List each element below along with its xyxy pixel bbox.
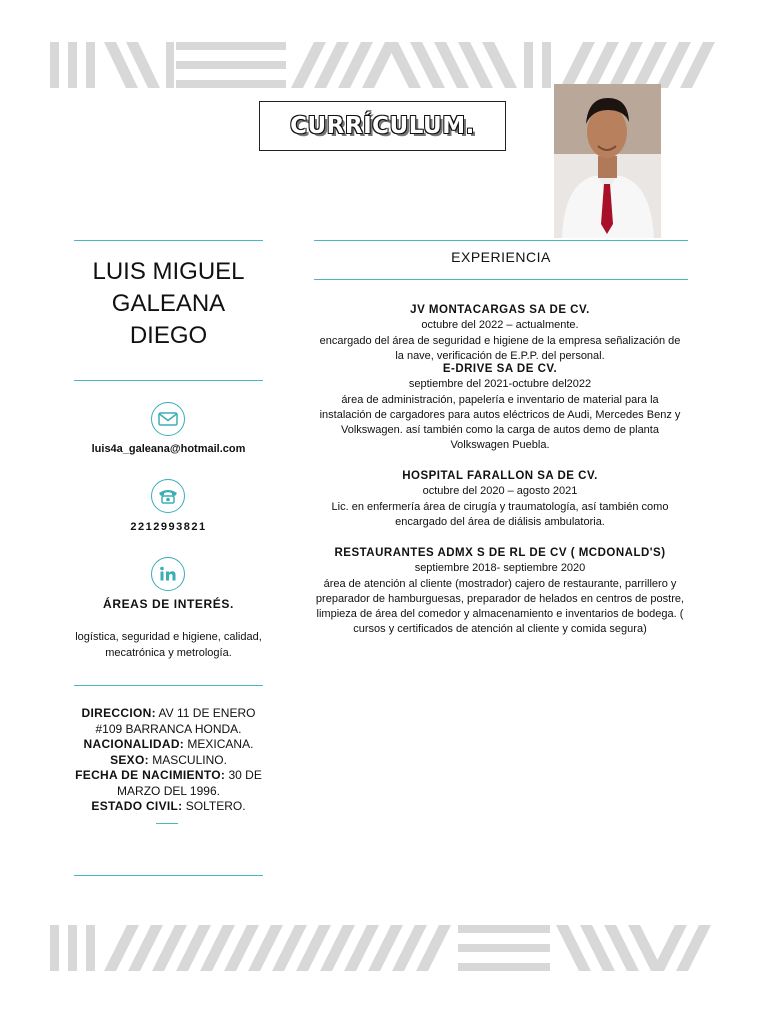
name-line: GALEANA [111, 290, 226, 317]
personal-label: FECHA DE NACIMIENTO: [75, 768, 226, 782]
personal-value: MEXICANA. [184, 737, 254, 751]
personal-label: ESTADO CIVIL: [91, 799, 183, 813]
name-line: DIEGO [129, 322, 208, 349]
email-link[interactable]: luis4a_galeana@hotmail.com [91, 443, 246, 455]
bottom-decorative-band [46, 925, 718, 971]
experience-bottom-rule [314, 279, 688, 280]
personal-label: SEXO: [110, 752, 149, 767]
job-period: septiembre 2018- septiembre 2020 [414, 562, 586, 575]
personal-value: 30 DE MARZO DEL 1996. [117, 768, 262, 798]
job-period: octubre del 2020 – agosto 2021 [422, 485, 578, 498]
job-period: septiembre del 2021-octubre del2022 [408, 378, 592, 391]
left-interest-rule [74, 685, 263, 686]
personal-value: AV 11 DE ENERO #109 BARRANCA HONDA. [95, 706, 256, 736]
job-period: octubre del 2022 – actualmente. [421, 319, 579, 332]
job-description: área de atención al cliente (mostrador) cajero de restaurante, parrillero y preparador de hamburguesas, preparador de helados en centros de postre, limpieza de área del comedor y almacenamiento e inventarios de bodega. ( cursos y certificados de atención al cliente y comida segura) [315, 577, 685, 636]
experience-heading: EXPERIENCIA [451, 249, 551, 265]
company-name: E-DRIVE SA DE CV. [442, 363, 558, 375]
full-name [74, 256, 263, 352]
telephone-icon [151, 479, 185, 513]
left-name-rule [74, 380, 263, 381]
experience-item [314, 546, 686, 638]
experience-item [314, 469, 686, 530]
company-name: HOSPITAL FARALLON SA DE CV. [402, 470, 598, 482]
job-description: encargado del área de seguridad e higiene de la empresa señalización de la nave, verificación de E.P.P. del personal. [319, 334, 681, 362]
personal-value: SOLTERO. [182, 799, 246, 813]
page-title: CURRÍCULUM. [290, 113, 475, 139]
experience-item [314, 362, 686, 454]
interests-text: logística, seguridad e higiene, calidad, mecatrónica y metrología. [75, 631, 262, 659]
personal-row [74, 753, 263, 769]
envelope-icon [151, 402, 185, 436]
job-description: área de administración, papelería e inventario de material para la instalación de cargadores para autos eléctricos de Audi, Mercedes Benz y Volkswagen. así también como la carga de autos demo de planta Volkswagen Puebla. [319, 393, 681, 452]
personal-value: MASCULINO. [148, 752, 227, 767]
profile-photo [554, 84, 661, 238]
personal-row [74, 737, 263, 753]
personal-row [74, 706, 263, 737]
linkedin-icon[interactable] [151, 557, 185, 591]
personal-row [74, 799, 263, 815]
company-name: RESTAURANTES ADMX S DE RL DE CV ( MCDONALD'S) [334, 547, 666, 559]
left-top-rule [74, 240, 263, 241]
left-bottom-rule [74, 875, 263, 876]
title-box [259, 101, 506, 151]
personal-label: NACIONALIDAD: [83, 737, 185, 751]
interests-heading: ÁREAS DE INTERÉS. [103, 597, 234, 611]
personal-divider [156, 823, 178, 824]
experience-item [314, 303, 686, 364]
personal-row [74, 768, 263, 799]
company-name: JV MONTACARGAS SA DE CV. [410, 304, 590, 316]
experience-top-rule [314, 240, 688, 241]
name-line: LUIS MIGUEL [92, 258, 245, 285]
phone-number: 2212993821 [130, 521, 207, 533]
personal-info [74, 706, 263, 815]
job-description: Lic. en enfermería área de cirugía y traumatología, así también como encargado del área de diálisis ambulatoria. [331, 500, 669, 528]
personal-label: DIRECCION: [81, 706, 156, 720]
top-decorative-band [46, 42, 718, 88]
